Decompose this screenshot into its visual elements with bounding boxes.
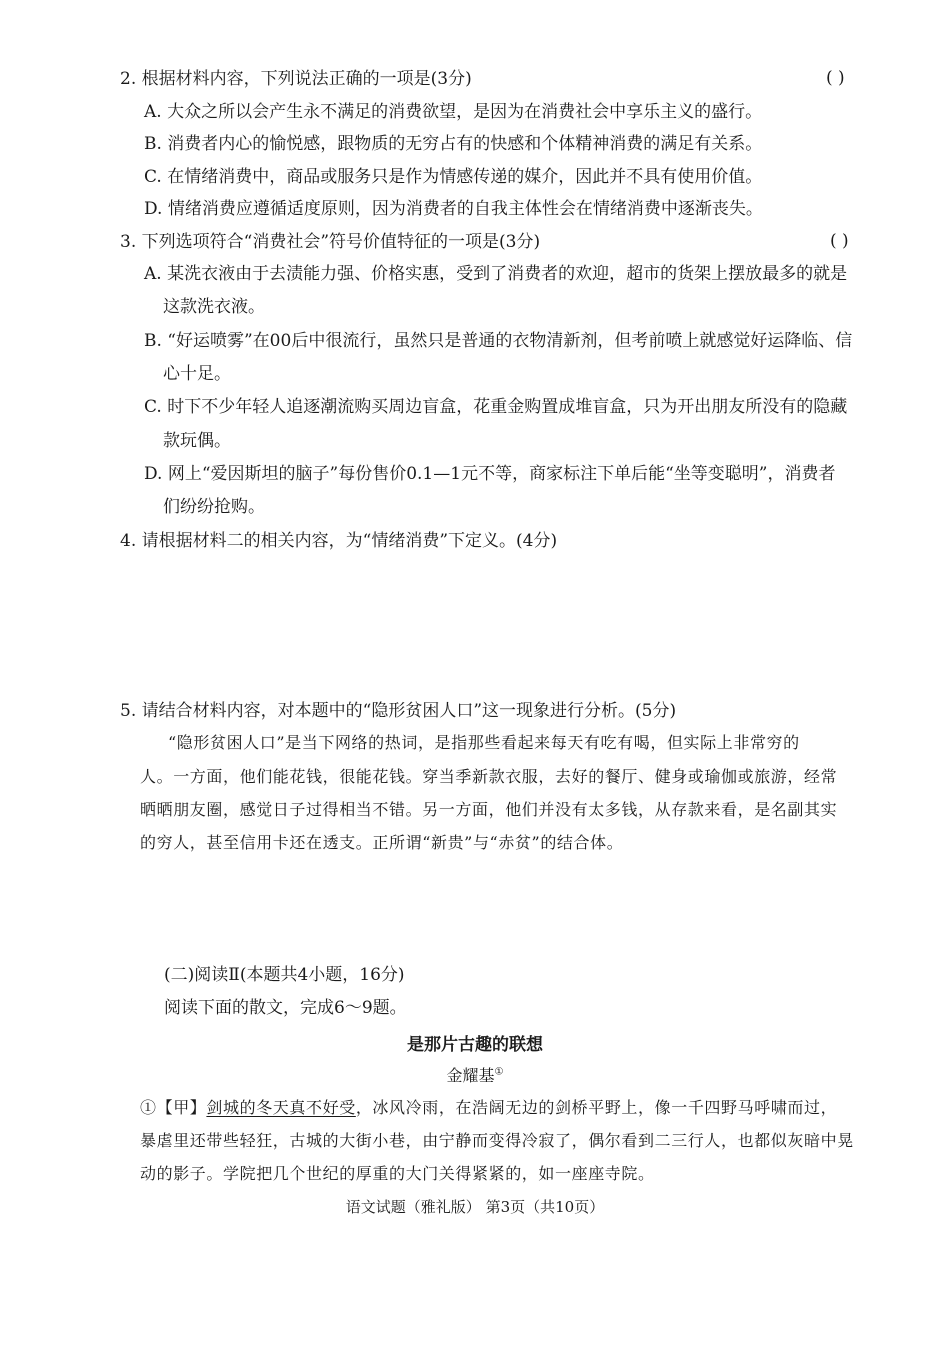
question-3-stem: 3. 下列选项符合“消费社会”符号价值特征的一项是(3分) bbox=[120, 232, 541, 252]
essay-author-footnote-mark: ① bbox=[494, 1066, 504, 1078]
section-2-heading: (二)阅读Ⅱ(本题共4小题，16分) bbox=[164, 965, 405, 985]
question-5-passage-line: 的穷人，甚至信用卡还在透支。正所谓“新贵”与“赤贫”的结合体。 bbox=[140, 833, 624, 852]
question-4-answer-space bbox=[120, 560, 880, 690]
question-5-stem: 5. 请结合材料内容，对本题中的“隐形贫困人口”这一现象进行分析。(5分) bbox=[120, 701, 677, 721]
essay-author bbox=[0, 1063, 950, 1086]
question-5-passage-line: 人。一方面，他们能花钱，很能花钱。穿当季新款衣服，去好的餐厅、健身或瑜伽或旅游，经常 bbox=[140, 767, 838, 786]
page-footer: 语文试题（雅礼版） 第3页（共10页） bbox=[345, 1198, 605, 1216]
question-5-passage-line: “隐形贫困人口”是当下网络的热词，是指那些看起来每天有吃有喝，但实际上非常穷的 bbox=[168, 733, 800, 752]
section-2-instruction: 阅读下面的散文，完成6～9题。 bbox=[164, 998, 407, 1018]
question-3-option-a-cont: 这款洗衣液。 bbox=[163, 297, 265, 317]
paragraph-text: ，冰风冷雨，在浩阔无边的剑桥平野上，像一千四野马呼啸而过， bbox=[355, 1098, 838, 1117]
question-3-option-b-cont: 心十足。 bbox=[163, 364, 231, 384]
question-2-stem: 2. 根据材料内容，下列说法正确的一项是(3分) bbox=[120, 69, 472, 89]
question-4-stem: 4. 请根据材料二的相关内容，为“情绪消费”下定义。(4分) bbox=[120, 531, 558, 551]
question-2-option-b: B. 消费者内心的愉悦感，跟物质的无穷占有的快感和个体精神消费的满足有关系。 bbox=[144, 134, 763, 154]
question-2-option-a: A. 大众之所以会产生永不满足的消费欲望，是因为在消费社会中享乐主义的盛行。 bbox=[144, 102, 763, 122]
question-5-passage-line: 晒晒朋友圈，感觉日子过得相当不错。另一方面，他们并没有太多钱，从存款来看，是名副其实 bbox=[140, 800, 838, 819]
question-2-answer-parens: ( ) bbox=[826, 68, 845, 88]
underlined-phrase: 剑城的冬天真不好受 bbox=[206, 1098, 356, 1117]
question-2-option-d: D. 情绪消费应遵循适度原则，因为消费者的自我主体性会在情绪消费中逐渐丧失。 bbox=[144, 199, 763, 219]
paragraph-marker: ①【甲】 bbox=[140, 1098, 207, 1117]
question-3-option-c: C. 时下不少年轻人追逐潮流购买周边盲盒，花重金购置成堆盲盒，只为开出朋友所没有的隐藏 bbox=[144, 397, 848, 417]
question-3-option-b: B. “好运喷雾”在00后中很流行，虽然只是普通的衣物清新剂，但考前喷上就感觉好运降临、信 bbox=[144, 331, 853, 351]
essay-paragraph-1-line: 动的影子。学院把几个世纪的厚重的大门关得紧紧的，如一座座寺院。 bbox=[140, 1164, 655, 1183]
question-3-option-d-cont: 们纷纷抢购。 bbox=[163, 497, 265, 517]
question-3-option-c-cont: 款玩偶。 bbox=[163, 431, 231, 451]
question-5-answer-space bbox=[120, 860, 880, 960]
question-2-option-c: C. 在情绪消费中，商品或服务只是作为情感传递的媒介，因此并不具有使用价值。 bbox=[144, 167, 763, 187]
essay-paragraph-1-line bbox=[140, 1097, 837, 1119]
essay-paragraph-1-line: 暴虐里还带些轻狂，古城的大街小巷，由宁静而变得冷寂了，偶尔看到二三行人，也都似灰暗中晃 bbox=[140, 1131, 854, 1150]
question-3-option-a: A. 某洗衣液由于去渍能力强、价格实惠，受到了消费者的欢迎，超市的货架上摆放最多的就是 bbox=[144, 264, 848, 284]
essay-title: 是那片古趣的联想 bbox=[407, 1035, 543, 1055]
question-3-answer-parens: ( ) bbox=[830, 231, 849, 251]
question-3-option-d: D. 网上“爱因斯坦的脑子”每份售价0.1—1元不等，商家标注下单后能“坐等变聪明”，消费者 bbox=[144, 464, 836, 484]
essay-author-name: 金耀基 bbox=[446, 1066, 495, 1085]
